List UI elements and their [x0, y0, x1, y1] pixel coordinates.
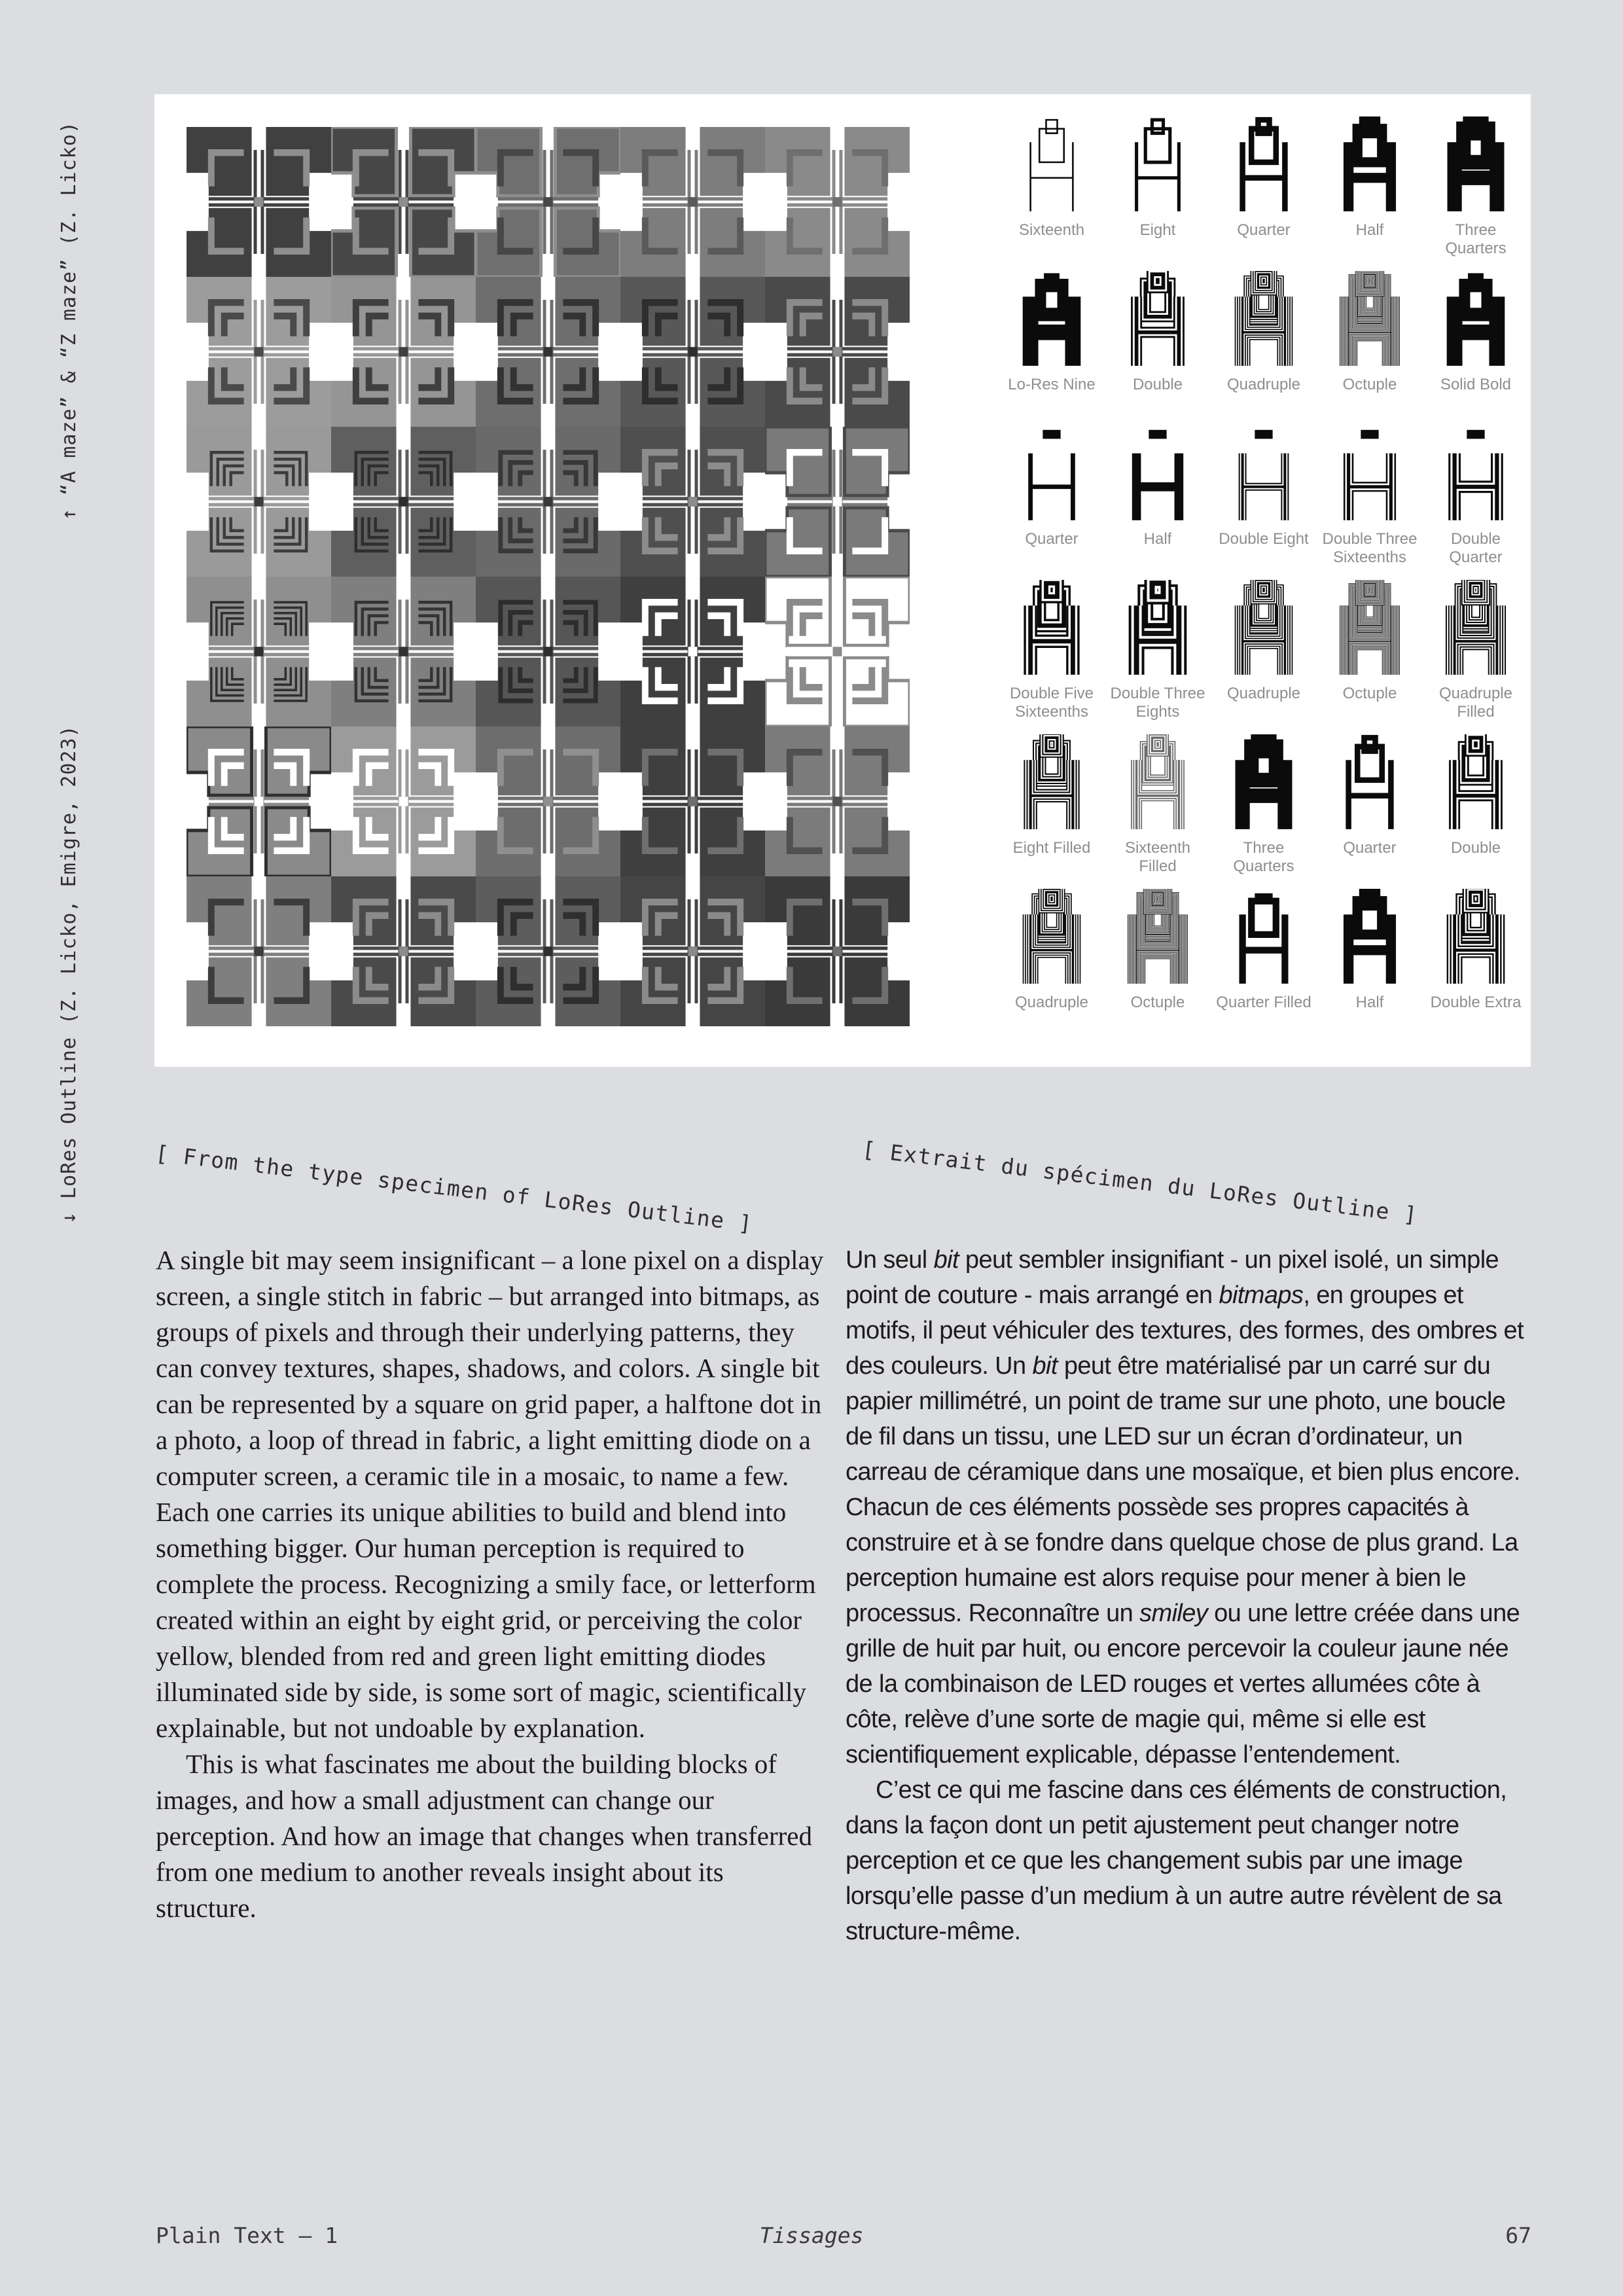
italic-term: bitmaps	[1219, 1282, 1304, 1309]
paragraph-english: This is what fascinates me about the building blocks of images, and how a small adjustment can change our perception. And how an image that changes when transferred from one medium to another reveals insight about its structure.	[156, 1749, 812, 1923]
maze-pattern-cell	[476, 726, 620, 876]
letterform-a	[1014, 889, 1090, 987]
maze-pattern-cell	[765, 726, 910, 876]
maze-pattern-cell	[187, 427, 331, 577]
maze-pattern-cell	[187, 127, 331, 277]
maze-tile	[331, 726, 476, 876]
footer-chapter-title: Tissages	[759, 2223, 864, 2248]
specimen-cell	[999, 113, 1105, 267]
specimen-cell	[1105, 576, 1211, 730]
letterform-a	[1332, 117, 1408, 215]
letterform-a	[1226, 889, 1302, 987]
maze-tile	[331, 577, 476, 726]
body-text-english	[156, 1242, 827, 1926]
specimen-label: Eight Filled	[1012, 839, 1091, 857]
maze-pattern-cell	[331, 577, 476, 726]
specimen-label: Double Three Sixteenths	[1322, 530, 1418, 566]
specimen-cell	[1423, 730, 1529, 885]
maze-tile	[476, 427, 620, 577]
body-text-french	[846, 1242, 1527, 1949]
specimen-label: Quarter	[1025, 530, 1079, 548]
specimen-label: Double Quarter	[1449, 530, 1503, 566]
specimen-cell	[999, 576, 1105, 730]
maze-tile	[187, 127, 331, 277]
specimen-label: Double Extra	[1430, 994, 1522, 1011]
paragraph-french	[846, 1242, 1527, 1772]
italic-term: smiley	[1139, 1600, 1208, 1627]
specimen-cell	[1423, 576, 1529, 730]
letterform-a	[1226, 580, 1302, 678]
maze-tile	[187, 277, 331, 427]
specimen-cell	[1211, 885, 1317, 1039]
letterform-a	[1014, 425, 1090, 524]
specimen-cell	[1317, 113, 1423, 267]
specimen-label: Double Three Eights	[1110, 685, 1205, 721]
maze-pattern-cell	[620, 127, 765, 277]
text-run: ou une lettre créée dans une grille de huit par huit, ou encore percevoir la couleur jaune née de la combinaison de LED rouges et vertes allumées côte à côte, relève d’une sorte de magie qui, même si elle est scientifiquement explicable, dépasse l’entendement.	[846, 1600, 1520, 1768]
letterform-a	[1226, 734, 1302, 833]
specimen-cell	[1105, 885, 1211, 1039]
specimen-label: Lo-Res Nine	[1008, 376, 1096, 393]
letterform-a	[1438, 734, 1514, 833]
maze-tile	[187, 726, 331, 876]
letterform-a	[1332, 271, 1408, 369]
specimen-cell	[1105, 730, 1211, 885]
text-run: peut être matérialisé par un carré sur du papier millimétré, un point de trame sur une photo, une boucle de fil dans un tissu, une LED sur un écran d’ordinateur, un carreau de céramique dans une mosaïque, et bien plus encore. Chacun de ces éléments possède ses propres capacités à construire et à se fondre dans quelque chose de plus grand. La perception humaine est alors requise pour mener à bien le processus. Reconnaître un	[846, 1352, 1520, 1627]
specimen-cell	[1317, 576, 1423, 730]
maze-pattern-cell	[620, 577, 765, 726]
letterform-a	[1438, 580, 1514, 678]
specimen-cell	[1317, 422, 1423, 576]
caption-french: [ Extrait du spécimen du LoRes Outline ]	[861, 1136, 1419, 1228]
maze-tile	[187, 577, 331, 726]
specimen-label: Three Quarters	[1233, 839, 1294, 875]
specimen-cell	[1423, 267, 1529, 422]
letterform-a	[1332, 580, 1408, 678]
letterform-a	[1226, 425, 1302, 524]
specimen-label: Double Eight	[1219, 530, 1309, 548]
specimen-label: Octuple	[1342, 376, 1397, 393]
specimen-label: Sixteenth	[1018, 221, 1085, 239]
letterform-a	[1014, 271, 1090, 369]
specimen-cell	[1211, 113, 1317, 267]
maze-pattern-cell	[331, 876, 476, 1026]
specimen-label: Half	[1143, 530, 1172, 548]
maze-pattern-cell	[765, 427, 910, 577]
maze-tile	[765, 277, 910, 427]
maze-pattern-cell	[331, 277, 476, 427]
maze-pattern-cell	[620, 427, 765, 577]
specimen-cell	[1423, 885, 1529, 1039]
maze-tile	[765, 726, 910, 876]
maze-tile	[476, 726, 620, 876]
caption-english: [ From the type specimen of LoRes Outline ]	[154, 1140, 755, 1237]
text-run: Un seul	[846, 1246, 934, 1274]
text-run: peut sembler insignifiant - un pixel isolé, un simple point de couture - mais arrangé en	[846, 1246, 1499, 1309]
paragraph-english: A single bit may seem insignificant – a lone pixel on a display screen, a single stitch in fabric – but arranged into bitmaps, as groups of pixels and through their underlying patterns, they can convey textures, shapes, shadows, and colors. A single bit can be represented by a square on grid paper, a halftone dot in a photo, a loop of thread in fabric, a light emitting diode on a computer screen, a ceramic tile in a mosaic, to name a few. Each one carries its unique abilities to build and blend into something bigger. Our human perception is required to complete the process. Recognizing a smily face, or letterform created within an eight by eight grid, or perceiving the color yellow, blended from red and green light emitting diodes illuminated side by side, is some sort of magic, scientifically explainable, but not undoable by explanation.	[156, 1245, 824, 1743]
maze-pattern-cell	[765, 876, 910, 1026]
specimen-label: Sixteenth Filled	[1124, 839, 1191, 875]
maze-tile	[620, 277, 765, 427]
specimen-cell	[999, 730, 1105, 885]
maze-pattern-cell	[765, 127, 910, 277]
specimen-label: Half	[1355, 221, 1384, 239]
maze-pattern-cell	[331, 427, 476, 577]
specimen-row	[999, 113, 1529, 267]
letterform-a	[1438, 117, 1514, 215]
specimen-cell	[1105, 113, 1211, 267]
specimen-label: Three Quarters	[1445, 221, 1507, 257]
maze-tile	[331, 427, 476, 577]
specimen-label: Double Five Sixteenths	[1009, 685, 1094, 721]
letterform-a	[1438, 271, 1514, 369]
specimen-row	[999, 885, 1529, 1039]
maze-tile	[476, 577, 620, 726]
letterform-a	[1438, 425, 1514, 524]
text-run: , en groupes et motifs, il peut véhiculer des textures, des formes, des ombres et des couleurs. Un	[846, 1282, 1524, 1380]
specimen-cell	[1211, 730, 1317, 885]
letterform-a	[1014, 117, 1090, 215]
specimen-label: Octuple	[1342, 685, 1397, 702]
maze-pattern-grid	[187, 127, 910, 1026]
specimen-row	[999, 576, 1529, 730]
specimen-cell	[1211, 267, 1317, 422]
margin-note-typeface: ↓ LoRes Outline (Z. Licko, Emigre, 2023)	[58, 725, 80, 1224]
specimen-row	[999, 422, 1529, 576]
specimen-cell	[999, 422, 1105, 576]
specimen-label: Solid Bold	[1440, 376, 1512, 393]
specimen-label: Half	[1355, 994, 1384, 1011]
maze-pattern-cell	[476, 427, 620, 577]
italic-term: bit	[1032, 1352, 1058, 1380]
maze-tile	[187, 876, 331, 1026]
maze-pattern-cell	[476, 577, 620, 726]
footer-section-title: Plain Text – 1	[156, 2223, 338, 2248]
specimen-label: Quarter	[1343, 839, 1397, 857]
maze-pattern-cell	[187, 577, 331, 726]
specimen-cell	[1317, 885, 1423, 1039]
maze-tile	[476, 127, 620, 277]
specimen-label: Quarter Filled	[1216, 994, 1311, 1011]
letterform-a	[1438, 889, 1514, 987]
specimen-cell	[1105, 267, 1211, 422]
maze-tile	[331, 277, 476, 427]
letterform-a	[1120, 580, 1196, 678]
specimen-panel	[154, 94, 1531, 1067]
specimen-row	[999, 730, 1529, 885]
maze-pattern-cell	[765, 577, 910, 726]
maze-tile	[620, 127, 765, 277]
specimen-cell	[999, 267, 1105, 422]
maze-tile	[620, 427, 765, 577]
maze-tile	[476, 876, 620, 1026]
letterform-a	[1120, 734, 1196, 833]
maze-tile	[331, 127, 476, 277]
specimen-label: Quadruple	[1014, 994, 1089, 1011]
maze-tile	[765, 127, 910, 277]
letterform-a	[1120, 889, 1196, 987]
maze-pattern-cell	[187, 876, 331, 1026]
maze-tile	[620, 726, 765, 876]
maze-tile	[765, 427, 910, 577]
maze-pattern-cell	[620, 277, 765, 427]
maze-pattern-cell	[476, 277, 620, 427]
maze-tile	[765, 577, 910, 726]
specimen-label: Double	[1132, 376, 1183, 393]
specimen-label: Quadruple	[1226, 376, 1301, 393]
maze-tile	[476, 277, 620, 427]
letterform-a	[1120, 271, 1196, 369]
specimen-row	[999, 267, 1529, 422]
margin-note-pattern: ↑ “A maze” & “Z maze” (Z. Licko)	[58, 121, 80, 520]
maze-tile	[331, 876, 476, 1026]
specimen-label: Quarter	[1237, 221, 1291, 239]
maze-pattern-cell	[331, 726, 476, 876]
letterform-a	[1332, 425, 1408, 524]
letterform-specimen-grid	[999, 113, 1529, 1039]
specimen-label: Octuple	[1130, 994, 1185, 1011]
letterform-a	[1332, 889, 1408, 987]
letterform-a	[1332, 734, 1408, 833]
maze-pattern-cell	[331, 127, 476, 277]
maze-tile	[620, 577, 765, 726]
specimen-label: Quadruple Filled	[1438, 685, 1513, 721]
letterform-a	[1120, 425, 1196, 524]
footer-page-number: 67	[1505, 2223, 1531, 2248]
specimen-label: Eight	[1139, 221, 1176, 239]
maze-pattern-cell	[476, 876, 620, 1026]
specimen-label: Quadruple	[1226, 685, 1301, 702]
maze-pattern-cell	[620, 876, 765, 1026]
letterform-a	[1226, 271, 1302, 369]
letterform-a	[1014, 734, 1090, 833]
maze-tile	[620, 876, 765, 1026]
maze-pattern-cell	[187, 726, 331, 876]
paragraph-french	[846, 1772, 1527, 1949]
maze-pattern-cell	[620, 726, 765, 876]
specimen-cell	[1105, 422, 1211, 576]
letterform-a	[1226, 117, 1302, 215]
specimen-cell	[1317, 730, 1423, 885]
specimen-cell	[999, 885, 1105, 1039]
specimen-label: Double	[1450, 839, 1501, 857]
specimen-cell	[1423, 422, 1529, 576]
maze-pattern-cell	[187, 277, 331, 427]
specimen-cell	[1317, 267, 1423, 422]
specimen-cell	[1423, 113, 1529, 267]
specimen-cell	[1211, 576, 1317, 730]
italic-term: bit	[933, 1246, 959, 1274]
maze-tile	[187, 427, 331, 577]
letterform-a	[1014, 580, 1090, 678]
maze-pattern-cell	[765, 277, 910, 427]
maze-pattern-cell	[476, 127, 620, 277]
specimen-cell	[1211, 422, 1317, 576]
letterform-a	[1120, 117, 1196, 215]
text-run: C’est ce qui me fascine dans ces éléments de construction, dans la façon dont un petit ajustement peut changer notre perception et ce que les changement subis par une image lorsqu’elle passe d’un medium à un autre autre révèlent de sa structure-même.	[846, 1776, 1507, 1945]
maze-tile	[765, 876, 910, 1026]
